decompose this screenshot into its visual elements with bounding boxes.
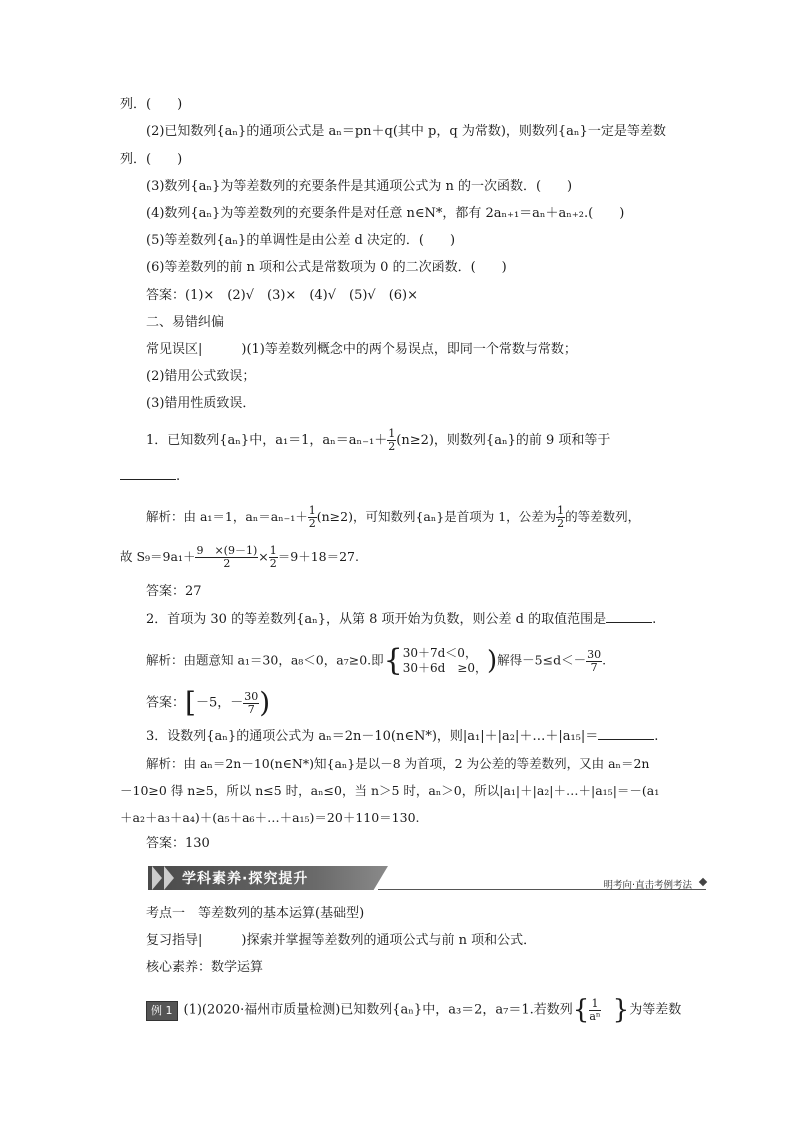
- q2-solution: 解析：由题意知 a₁＝30，a₈＜0，a₇≥0.即{ 30＋7d＜0， 30＋6d ≥0， )解得－5≤d＜－ $\frac{30}{7}$ .: [146, 643, 607, 678]
- fraction: $\frac{1}{2}$: [269, 544, 277, 570]
- answer-blank: [606, 610, 652, 623]
- diamond-icon: [699, 878, 707, 886]
- left-brace: {: [383, 643, 403, 678]
- statement-4: (4)数列{aₙ}为等差数列的充要条件是对任意 n∈N*，都有 2aₙ₊₁＝aₙ＋aₙ₊₂.( ): [146, 206, 625, 221]
- fraction: $\frac{9 \times(9-1)}{2}$: [196, 544, 258, 570]
- answer-line: 答案：(1)× (2)√ (3)× (4)√ (5)√ (6)×: [146, 288, 419, 303]
- section-banner: [148, 862, 706, 892]
- q3-answer: 答案：130: [146, 836, 210, 851]
- pitfall-3: (3)错用性质致误．: [146, 396, 256, 411]
- q2-stem: 2．首项为 30 的等差数列{aₙ}，从第 8 项开始为负数，则公差 d 的取值范围是 .: [146, 612, 657, 627]
- statement-3: (3)数列{aₙ}为等差数列的充要条件是其通项公式为 n 的一次函数．( ): [146, 179, 573, 194]
- statement-5: (5)等差数列{aₙ}的单调性是由公差 d 决定的．( ): [146, 233, 456, 248]
- q1-stem: 1．已知数列{aₙ}中，a₁＝1，aₙ＝aₙ₋₁＋ $\frac{1}{2}$ (n≥2)，则数列{aₙ}的前 9 项和等于: [146, 427, 611, 453]
- statement-2: (2)已知数列{aₙ}的通项公式是 aₙ＝pn＋q(其中 p，q 为常数)，则数列{aₙ}一定是等差数: [146, 124, 666, 139]
- fraction: $\frac{1}{2}$: [557, 504, 565, 530]
- q3-solution-3: ＋a₂＋a₃＋a₄)＋(a₅＋a₆＋…＋a₁₅)＝20＋110＝130.: [120, 810, 420, 825]
- answer-blank: [120, 467, 176, 480]
- fraction: $\frac{1}{\text{aⁿ}}$: [589, 996, 601, 1023]
- fraction: $\frac{1}{2}$: [308, 504, 316, 530]
- q1-solution-2: 故 S₉＝9a₁＋ $\frac{9 \times(9-1)}{2}$ × $\frac{1}{2}$ ＝9＋18＝27.: [120, 544, 359, 570]
- statement-1-cont: 列．( ): [120, 97, 183, 112]
- pitfall-1: 常见误区| )(1)等差数列概念中的两个易误点，即同一个常数与常数；: [146, 342, 577, 357]
- q2-answer: 答案：[－5，－ $\frac{30}{7}$ ): [146, 686, 271, 719]
- fraction: $\frac{30}{7}$: [587, 647, 602, 674]
- chevron-icon: [152, 866, 162, 890]
- statement-2-cont: 列．( ): [120, 152, 183, 167]
- pitfall-2: (2)错用公式致误；: [146, 369, 256, 384]
- core-literacy: 核心素养：数学运算: [146, 960, 264, 975]
- chevron-icon: [164, 866, 174, 890]
- example-1: 例 1 (1)(2020·福州市质量检测)已知数列{aₙ}中，a₃＝2，a₇＝1.若数列{ $\frac{1}{\text{aⁿ}}$ }为等差数: [146, 995, 681, 1025]
- q3-solution-2: －10≥0 得 n≥5，所以 n≤5 时，aₙ≤0，当 n＞5 时，aₙ＞0，所以|a₁|＋|a₂|＋…＋|a₁₅|＝－(a₁: [120, 783, 660, 798]
- q1-solution: 解析：由 a₁＝1，aₙ＝aₙ₋₁＋ $\frac{1}{2}$ (n≥2)，可知数列{aₙ}是首项为 1，公差为 $\frac{1}{2}$ 的等差数列，: [146, 504, 641, 530]
- q1-blank-line: .: [120, 467, 180, 486]
- statement-6: (6)等差数列的前 n 项和公式是常数项为 0 的二次函数．( ): [146, 260, 507, 275]
- q1-answer: 答案：27: [146, 584, 202, 599]
- fraction: $\frac{30}{7}$: [244, 689, 259, 716]
- answer-blank: [598, 727, 654, 740]
- keypoint-title: 考点一 等差数列的基本运算(基础型): [146, 906, 365, 921]
- section-title: 二、易错纠偏: [146, 315, 225, 330]
- fraction: $\frac{1}{2}$: [388, 427, 396, 453]
- q3-stem: 3．设数列{aₙ}的通项公式为 aₙ＝2n－10(n∈N*)，则|a₁|＋|a₂|＋…＋|a₁₅|＝ .: [146, 729, 659, 744]
- inequality-system: 30＋7d＜0， 30＋6d ≥0，: [402, 646, 487, 675]
- example-tag: 例 1: [146, 1001, 178, 1021]
- banner-title: 学科素养·探究提升: [182, 871, 309, 887]
- q3-solution-1: 解析：由 aₙ＝2n－10(n∈N*)知{aₙ}是以－8 为首项，2 为公差的等差数列，又由 aₙ＝2n: [146, 756, 650, 771]
- banner-subtitle: 明考向·直击考例考法: [603, 880, 692, 891]
- review-guide: 复习指导| )探索并掌握等差数列的通项公式与前 n 项和公式．: [146, 933, 537, 948]
